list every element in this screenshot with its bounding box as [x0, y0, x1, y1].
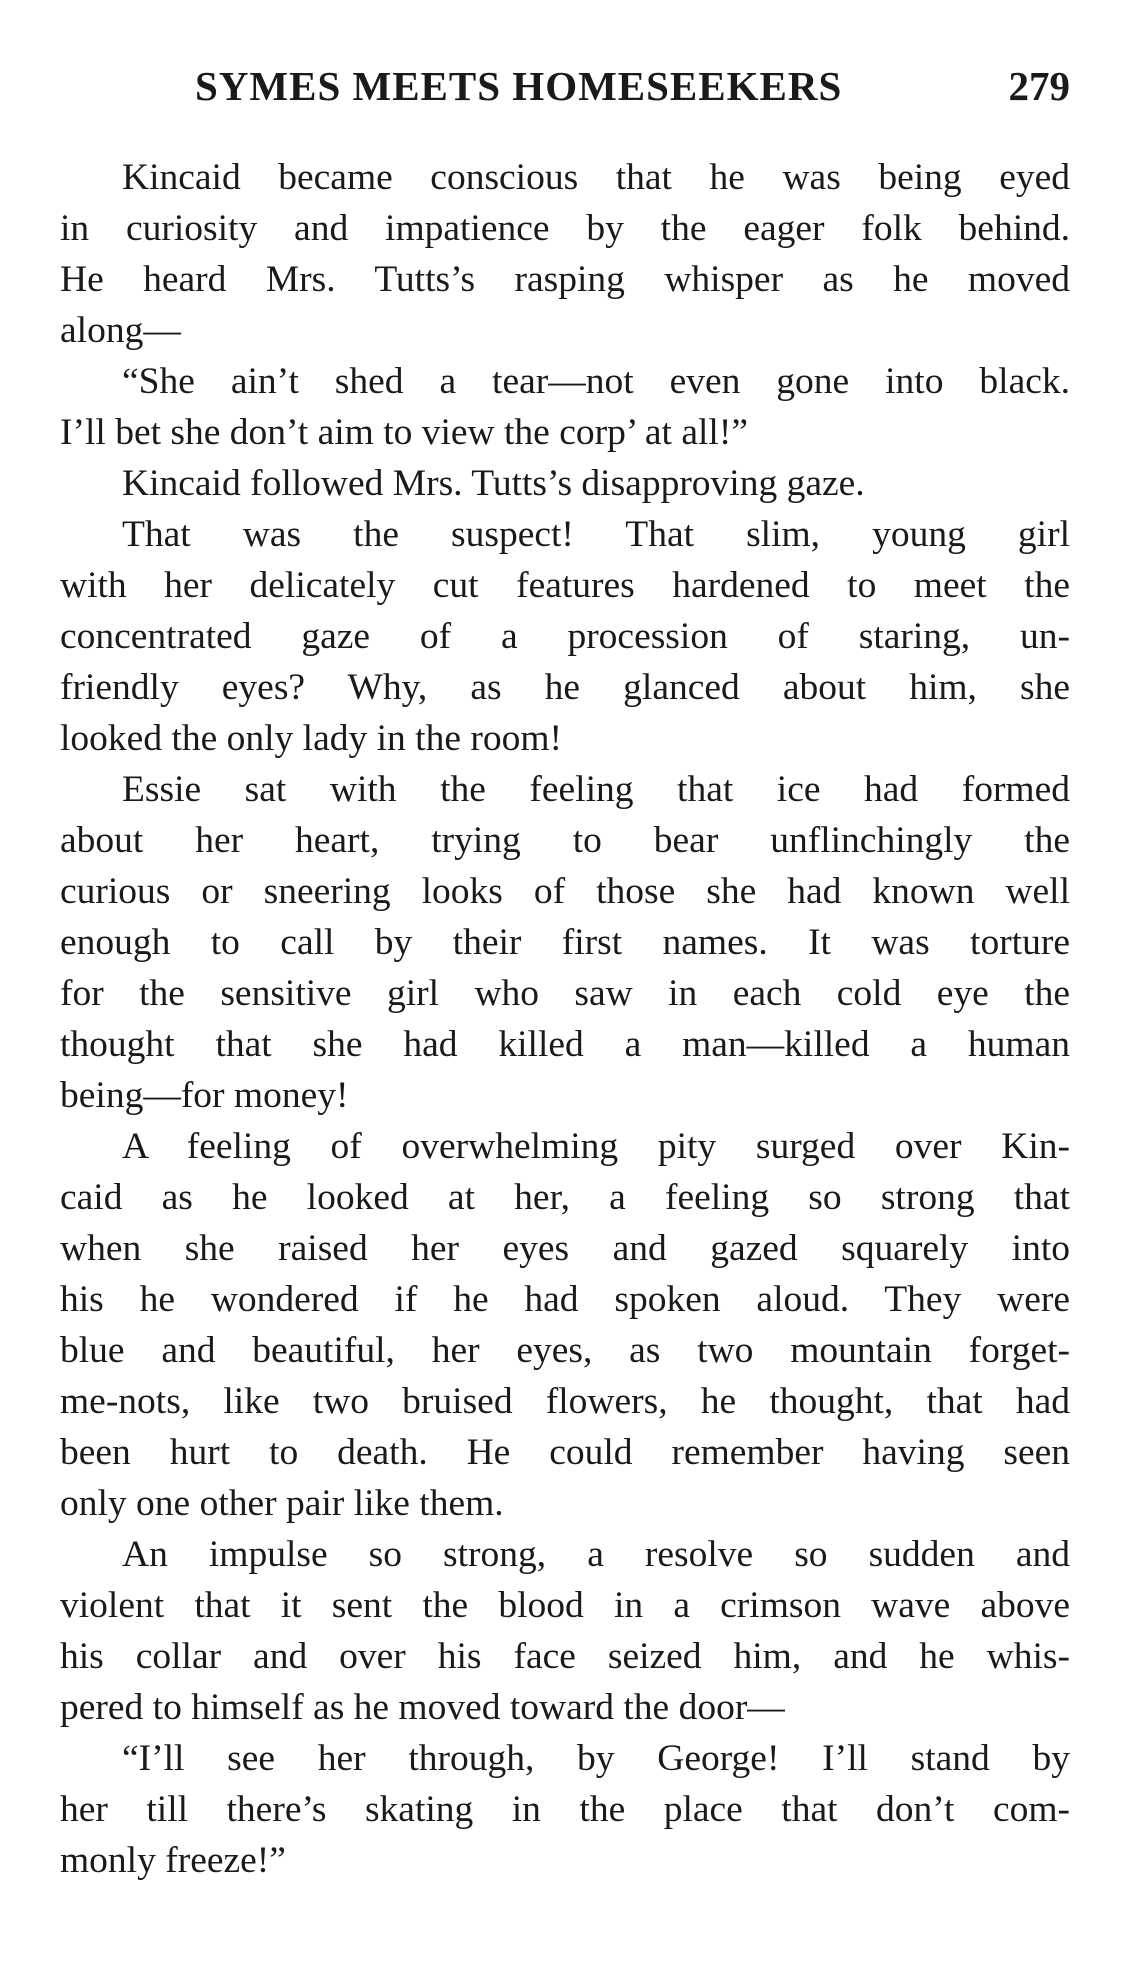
text-line: her till there’s skating in the place that don’t com-	[60, 1789, 1070, 1830]
text-line: curious or sneering looks of those she had known well	[60, 871, 1070, 912]
body-text	[60, 152, 1070, 1886]
text-line: being—for money!	[60, 1075, 349, 1116]
text-line: been hurt to death. He could remember having seen	[60, 1432, 1070, 1473]
text-line: He heard Mrs. Tutts’s rasping whisper as he moved	[60, 259, 1070, 300]
text-line: concentrated gaze of a procession of staring, un-	[60, 616, 1070, 657]
text-line: with her delicately cut features hardened to meet the	[60, 565, 1070, 606]
text-line: Essie sat with the feeling that ice had formed	[122, 769, 1070, 810]
text-line: his collar and over his face seized him, and he whis-	[60, 1636, 1070, 1677]
text-line: me-nots, like two bruised flowers, he thought, that had	[60, 1381, 1070, 1422]
text-line: about her heart, trying to bear unflinchingly the	[60, 820, 1070, 861]
text-line: friendly eyes? Why, as he glanced about him, she	[60, 667, 1070, 708]
page-number: 279	[1008, 63, 1070, 109]
running-title: SYMES MEETS HOMESEEKERS	[195, 63, 843, 109]
text-line: looked the only lady in the room!	[60, 718, 562, 759]
text-line: “I’ll see her through, by George! I’ll stand by	[122, 1738, 1070, 1779]
text-line: Kincaid followed Mrs. Tutts’s disapproving gaze.	[122, 463, 865, 504]
text-line: enough to call by their first names. It was torture	[60, 922, 1070, 963]
text-line: “She ain’t shed a tear—not even gone into black.	[122, 361, 1070, 402]
text-line: along—	[60, 310, 181, 351]
text-line: Kincaid became conscious that he was being eyed	[122, 157, 1070, 198]
text-line: caid as he looked at her, a feeling so strong that	[60, 1177, 1070, 1218]
text-line: his he wondered if he had spoken aloud. They were	[60, 1279, 1070, 1320]
text-line: in curiosity and impatience by the eager folk behind.	[60, 208, 1070, 249]
running-head	[195, 62, 1070, 122]
text-line: monly freeze!”	[60, 1840, 286, 1881]
text-line: I’ll bet she don’t aim to view the corp’ at all!”	[60, 412, 748, 453]
text-line: A feeling of overwhelming pity surged over Kin-	[122, 1126, 1070, 1167]
text-line: only one other pair like them.	[60, 1483, 504, 1524]
text-line: That was the suspect! That slim, young girl	[122, 514, 1070, 555]
text-line: when she raised her eyes and gazed squarely into	[60, 1228, 1070, 1269]
text-line: An impulse so strong, a resolve so sudden and	[122, 1534, 1070, 1575]
text-line: violent that it sent the blood in a crimson wave above	[60, 1585, 1070, 1626]
text-line: for the sensitive girl who saw in each cold eye the	[60, 973, 1070, 1014]
text-line: pered to himself as he moved toward the door—	[60, 1687, 785, 1728]
text-line: blue and beautiful, her eyes, as two mountain forget-	[60, 1330, 1070, 1371]
text-line: thought that she had killed a man—killed a human	[60, 1024, 1070, 1065]
